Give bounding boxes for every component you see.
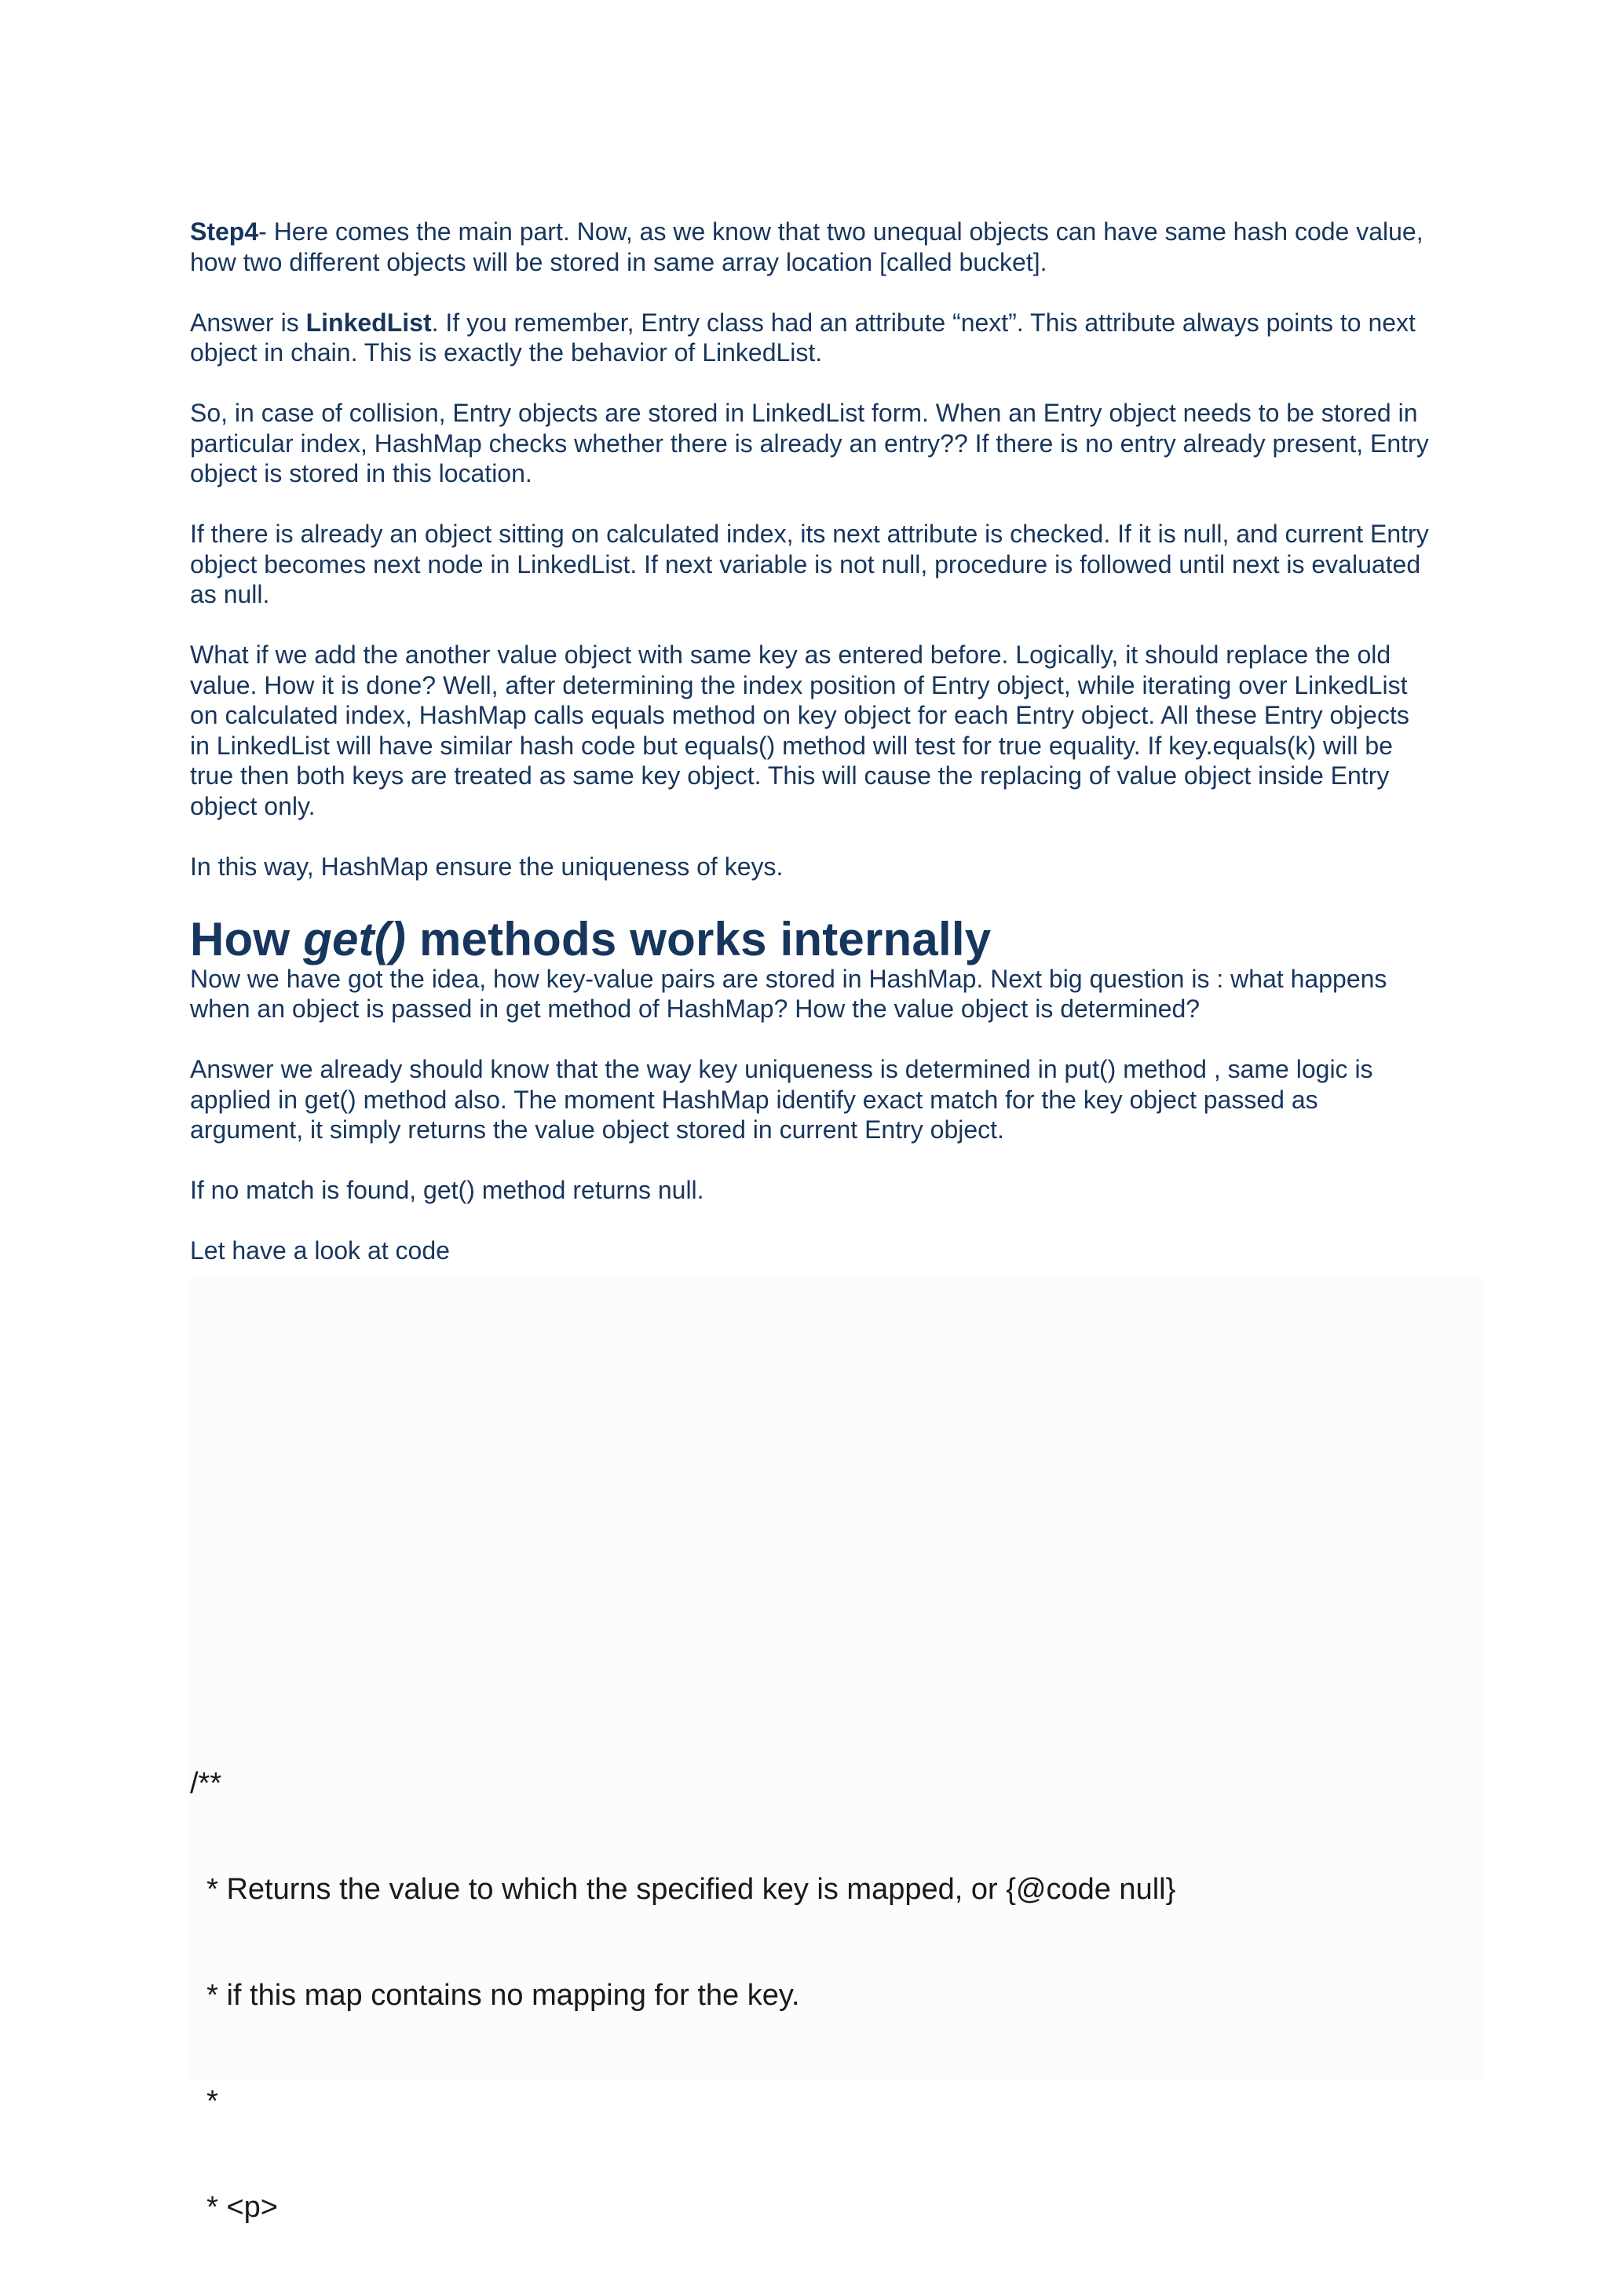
paragraph-look-at-code: Let have a look at code: [190, 1236, 450, 1265]
answer-linkedlist-text: . If you remember, Entry class had an attribute “next”. This attribute always points to next object in chain. This is exactly the behavior of LinkedList.: [190, 308, 1416, 367]
code-block: [190, 1696, 1446, 2296]
code-line: * if this map contains no mapping for the key.: [190, 1979, 800, 2012]
paragraph-step4: [190, 217, 1431, 277]
code-line: *: [190, 2085, 218, 2118]
code-line: /**: [190, 1767, 222, 1800]
step4-label: Step4: [190, 217, 259, 246]
heading-prefix: How: [190, 912, 304, 965]
paragraph-uniqueness: In this way, HashMap ensure the uniqueness of keys.: [190, 852, 784, 881]
section-heading: [190, 912, 1431, 967]
paragraph-already-object: If there is already an object sitting on calculated index, its next attribute is checked. If it is null, and current Entry object becomes next node in LinkedList. If next variable is not null, procedure is followed until next is evaluated as null.: [190, 520, 1429, 608]
heading-suffix: methods works internally: [406, 912, 992, 965]
paragraph-same-key: What if we add the another value object with same key as entered before. Logically, it should replace the old value. How it is done? Well, after determining the index position of Entry object, while iterating over LinkedList on calculated index, HashMap calls equals method on key object for each Entry object. All these Entry objects in LinkedList will have similar hash code but equals() method will test for true equality. If key.equals(k) will be true then both keys are treated as same key object. This will cause the replacing of value object inside Entry object only.: [190, 641, 1409, 820]
paragraph-collision: So, in case of collision, Entry objects are stored in LinkedList form. When an Entry object needs to be stored in particular index, HashMap checks whether there is already an entry?? If there is no entry already present, Entry object is stored in this location.: [190, 399, 1429, 487]
paragraph-no-match: If no match is found, get() method returns null.: [190, 1176, 704, 1204]
paragraph-now-we-have: Now we have got the idea, how key-value pairs are stored in HashMap. Next big question is : what happens when an object is passed in get method of HashMap? How the value object is determined?: [190, 964, 1387, 1023]
code-line: * Returns the value to which the specified key is mapped, or {@code null}: [190, 1873, 1176, 1906]
heading-italic: get(): [303, 912, 407, 965]
code-line: * <p>: [190, 2191, 278, 2224]
linkedlist-bold: LinkedList: [305, 308, 432, 337]
paragraph-answer-linkedlist: [190, 308, 1431, 368]
step4-text: - Here comes the main part. Now, as we know that two unequal objects can have same hash code value, how two different objects will be stored in same array location [called bucket].: [190, 217, 1423, 276]
document-body: [190, 217, 1431, 1296]
paragraph-answer-get: Answer we already should know that the way key uniqueness is determined in put() method , same logic is applied in get() method also. The moment HashMap identify exact match for the key object passed as argument, it simply returns the value object stored in current Entry object.: [190, 1055, 1373, 1144]
answer-lead: Answer is: [190, 308, 306, 337]
